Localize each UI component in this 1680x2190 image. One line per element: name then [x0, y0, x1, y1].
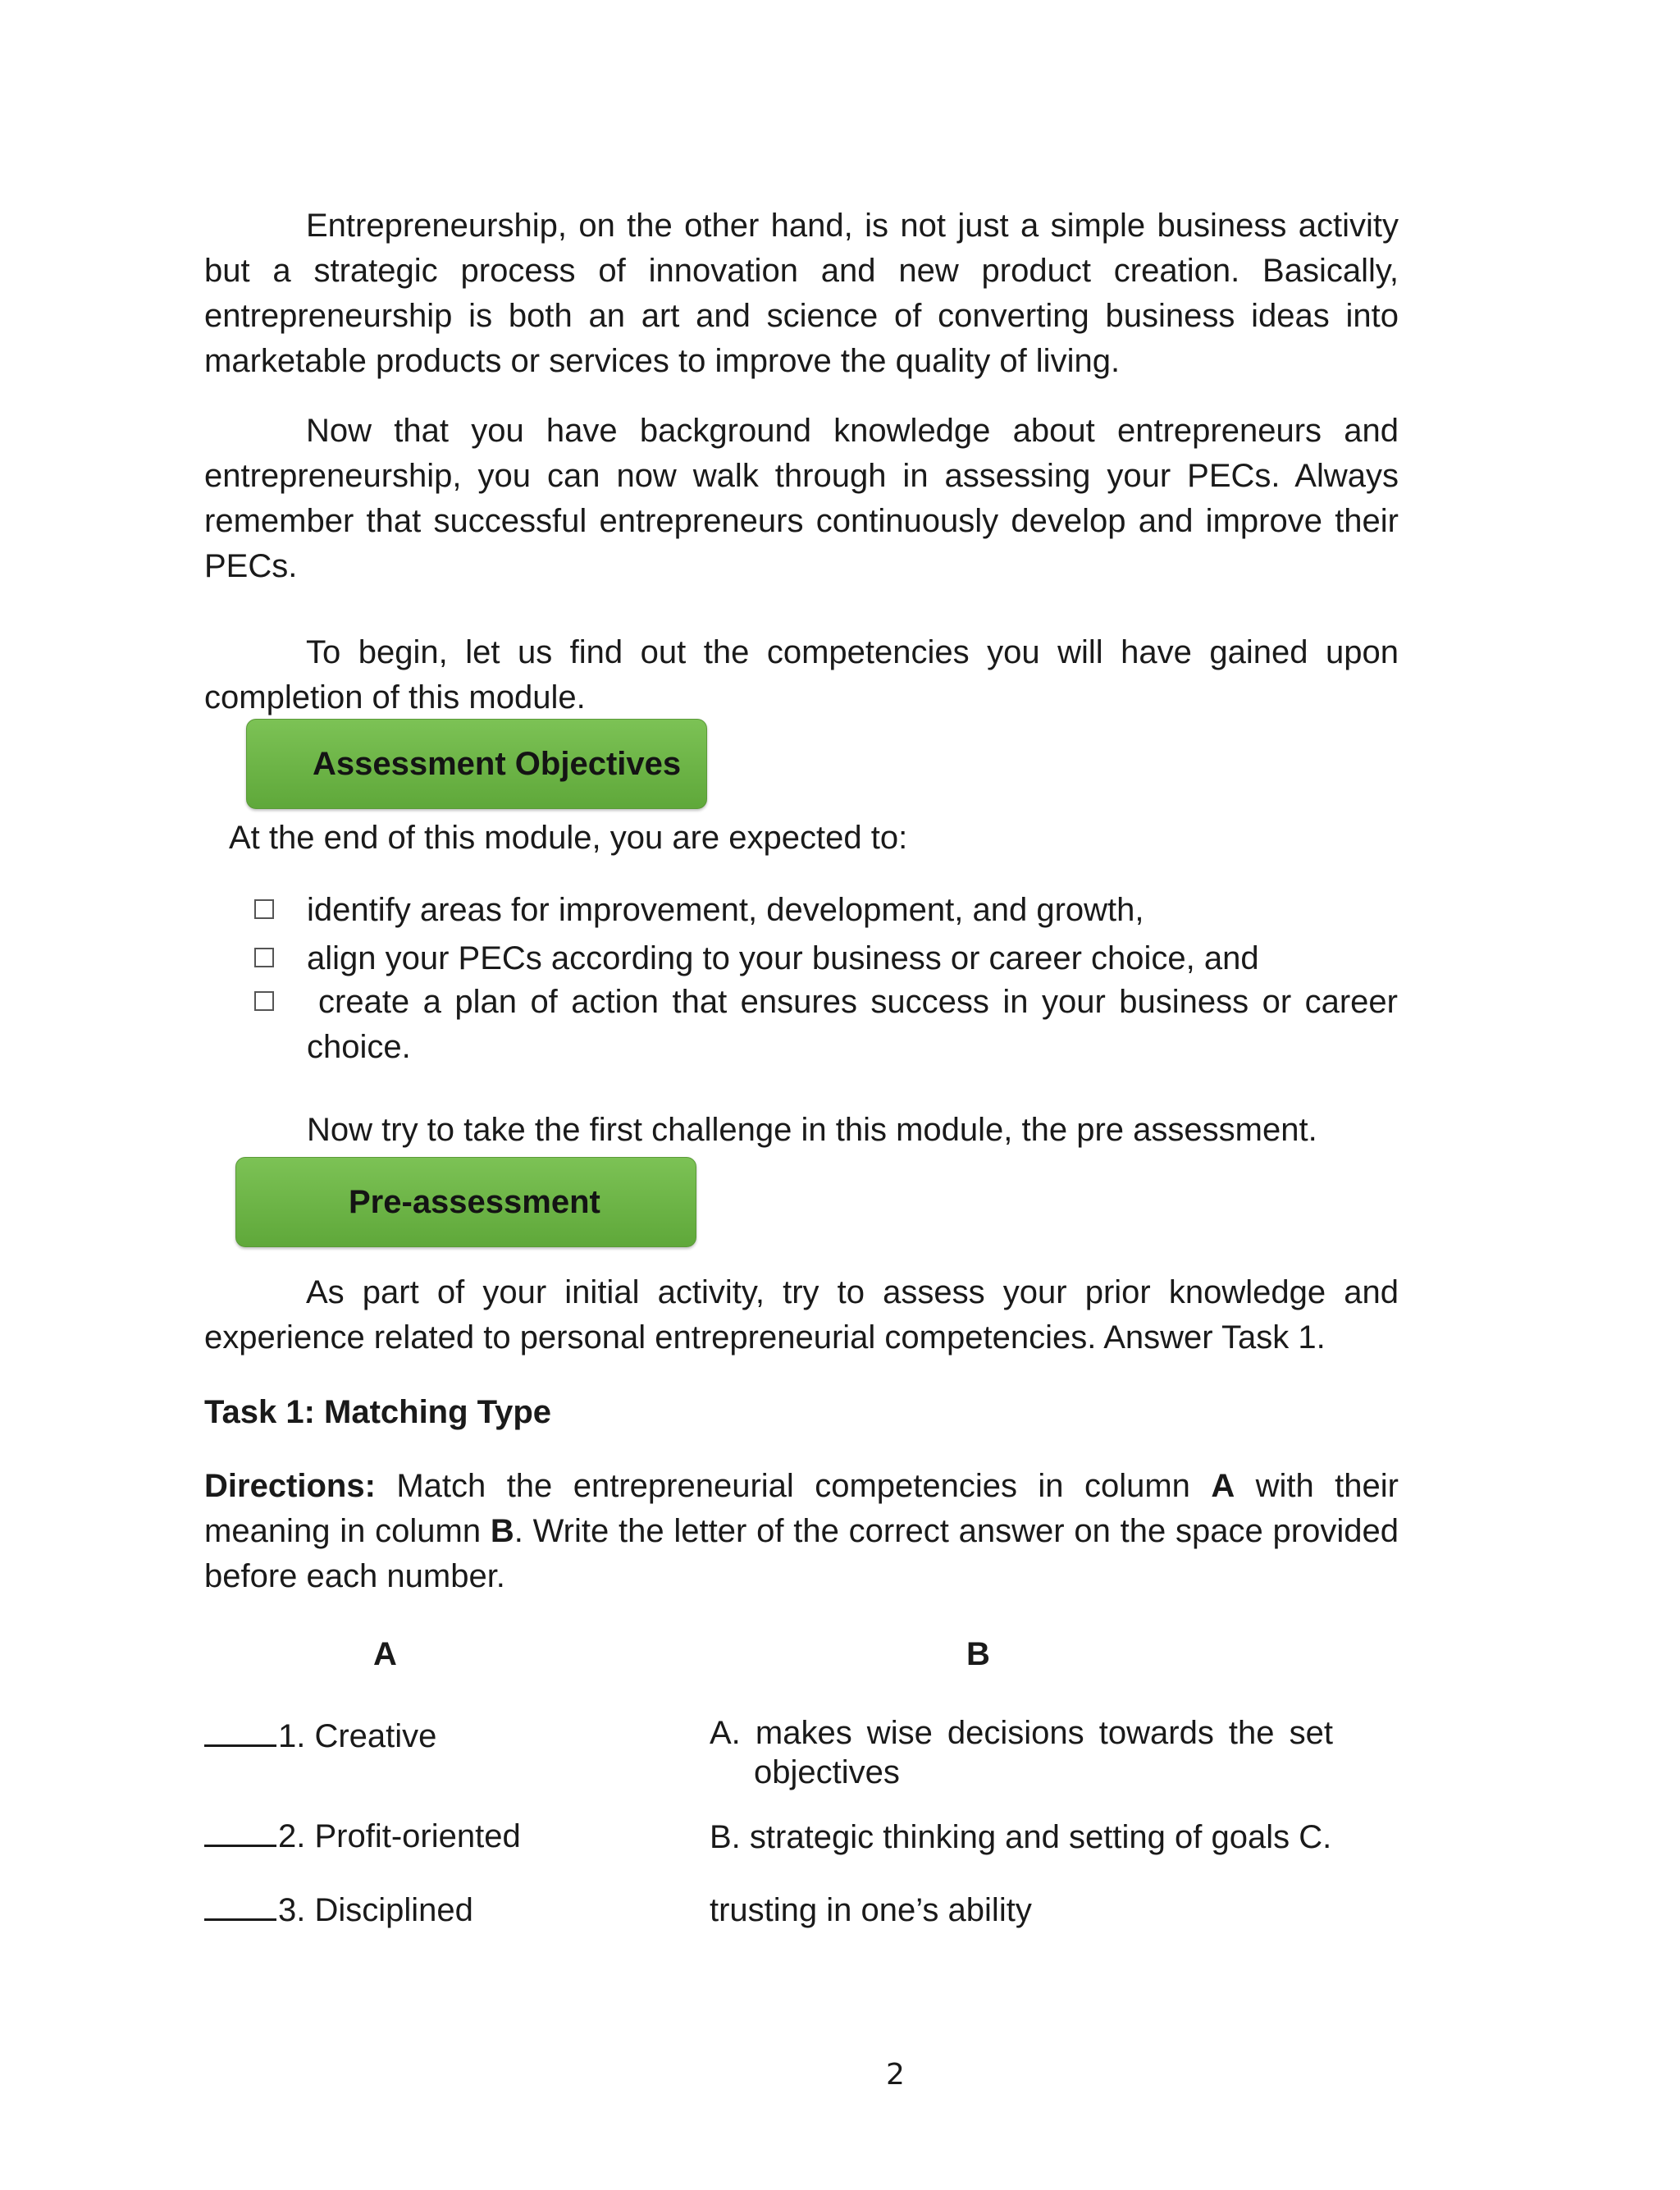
column-a-item: 3. Disciplined: [204, 1887, 473, 1930]
answer-blank[interactable]: [204, 1813, 276, 1847]
paragraph-begin: To begin, let us find out the competencies you will have gained upon completion of this module.: [204, 634, 1399, 716]
column-a-item: 1. Creative: [204, 1713, 436, 1756]
answer-blank[interactable]: [204, 1887, 276, 1921]
column-b-item: B. strategic thinking and setting of goals C.: [710, 1819, 1332, 1855]
objective-item: identify areas for improvement, development, and growth,: [307, 892, 1144, 928]
objectives-closing: Now try to take the first challenge in this module, the pre assessment.: [307, 1112, 1317, 1148]
pre-assessment-title: Pre-assessment: [349, 1183, 600, 1220]
paragraph-pecs-background: Now that you have background knowledge about entrepreneurs and entrepreneurship, you can now walk through in assessing your PECs. Always remember that successful entrepreneurs continuously develop and improve their PECs.: [204, 413, 1399, 584]
column-b-item: trusting in one’s ability: [710, 1892, 1032, 1928]
objective-item: align your PECs according to your business or career choice, and: [307, 940, 1259, 976]
pre-assessment-intro: As part of your initial activity, try to assess your prior knowledge and experience related to personal entrepreneurial competencies. Answer Task 1.: [204, 1274, 1399, 1356]
checkbox-icon: [254, 948, 274, 967]
objectives-intro: At the end of this module, you are expected to:: [229, 820, 908, 856]
answer-blank[interactable]: [204, 1713, 276, 1747]
page-number: 2: [886, 2058, 905, 2092]
checkbox-icon: [254, 991, 274, 1011]
objective-item: create a plan of action that ensures success in your business or career choice.: [307, 984, 1398, 1065]
pre-assessment-banner: [235, 1157, 696, 1247]
assessment-objectives-banner: [246, 719, 707, 809]
column-a-item: 2. Profit-oriented: [204, 1813, 521, 1856]
column-b-header: B: [966, 1636, 990, 1672]
column-b-item: A. makes wise decisions towards the set: [710, 1715, 1333, 1751]
column-a-header: A: [373, 1636, 397, 1672]
assessment-objectives-title: Assessment Objectives: [313, 745, 682, 782]
checkbox-icon: [254, 899, 274, 919]
paragraph-entrepreneurship: Entrepreneurship, on the other hand, is not just a simple business activity but a strategic process of innovation and new product creation. Basically, entrepreneurship is both an art and science of converting business ideas into marketable products or services to improve the quality of living.: [204, 208, 1399, 379]
task-title: Task 1: Matching Type: [204, 1394, 552, 1430]
column-b-item: objectives: [754, 1754, 900, 1790]
task-directions: Directions: Match the entrepreneurial competencies in column A with their meaning in column B. Write the letter of the correct answer on the space provided before each number.: [204, 1468, 1399, 1594]
